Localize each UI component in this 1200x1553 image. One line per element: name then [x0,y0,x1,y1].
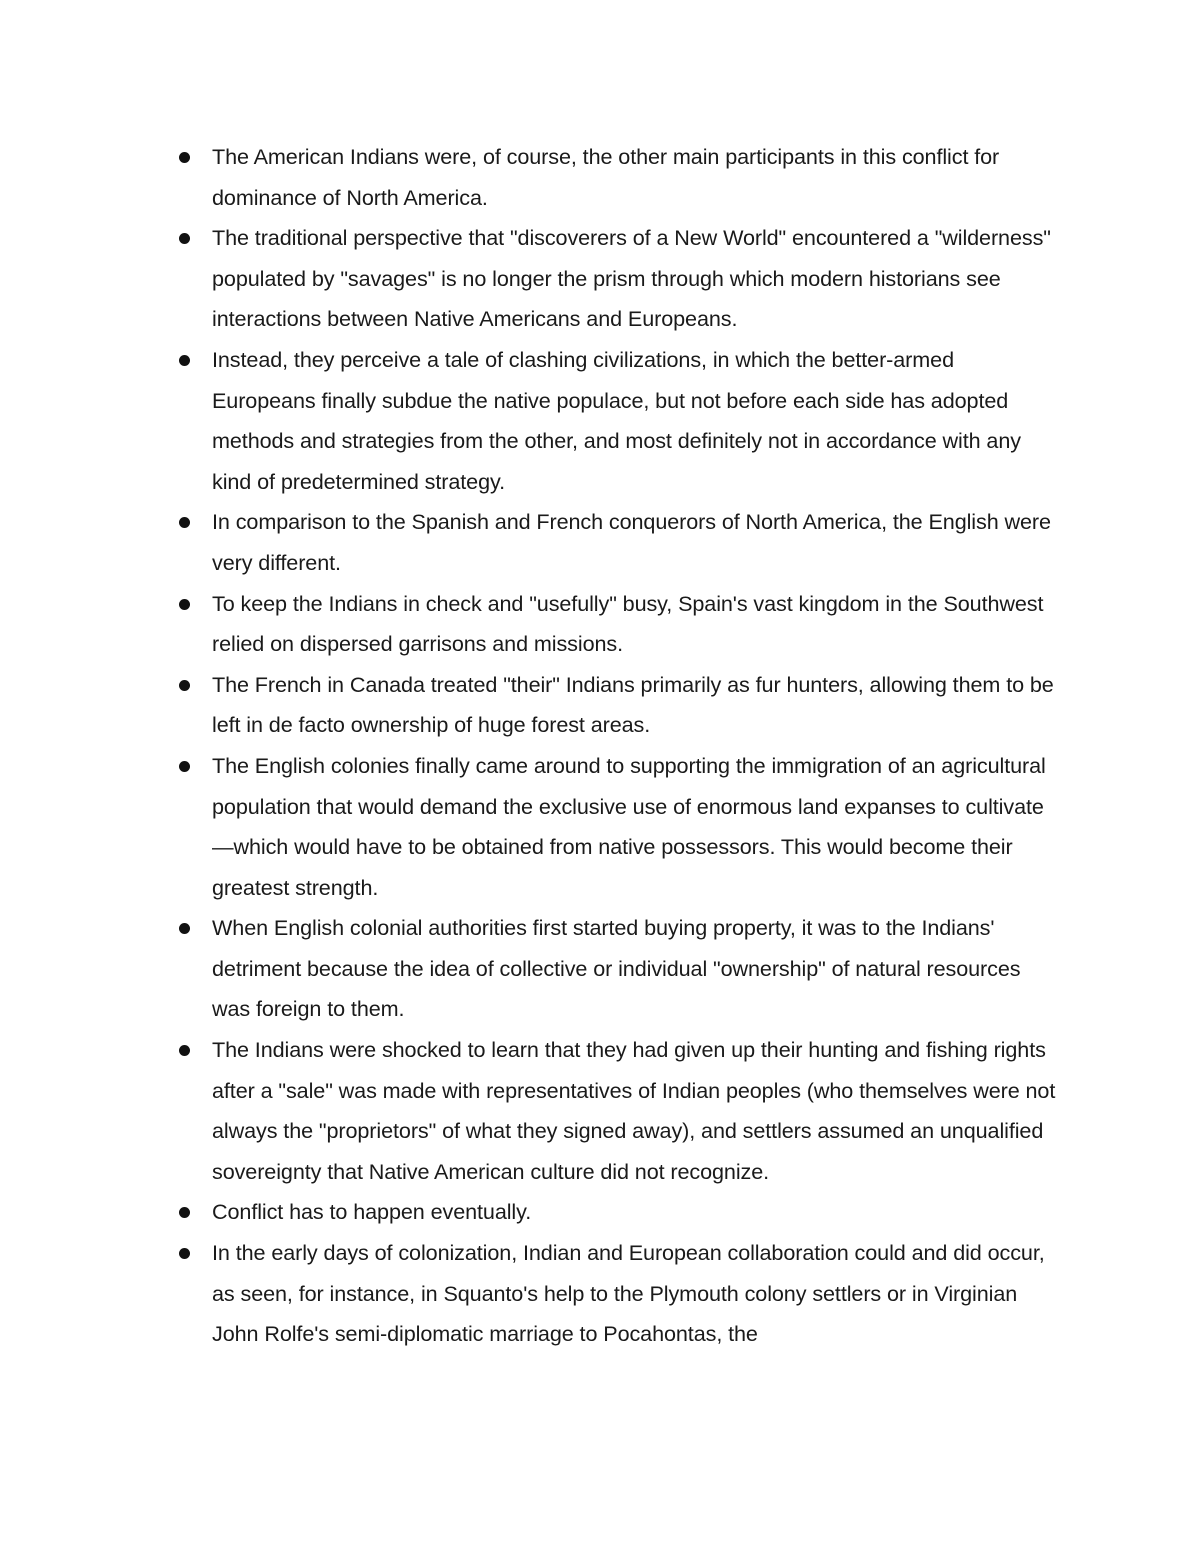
list-item-text: The traditional perspective that "discoverers of a New World" encountered a "wilderness" populated by "savages" is no longer the prism through which modern historians see interactions between Native Americans and Europeans. [212,225,1051,332]
list-item [212,137,1062,218]
list-item [212,908,1062,1030]
list-item [212,746,1062,908]
list-item [212,1030,1062,1192]
list-item-text: In comparison to the Spanish and French conquerors of North America, the English were very different. [212,509,1051,575]
list-item [212,1233,1062,1355]
list-item-text: The English colonies finally came around to supporting the immigration of an agricultural population that would demand the exclusive use of enormous land expanses to cultivate—which would have to be obtained from native possessors. This would become their greatest strength. [212,752,1046,900]
bullet-list [212,137,1062,1355]
bullet-icon [179,761,190,772]
list-item-text: The American Indians were, of course, the other main participants in this conflict for dominance of North America. [212,144,1000,210]
bullet-icon [179,1045,190,1056]
bullet-icon [179,1207,190,1218]
bullet-icon [179,152,190,163]
list-item [212,584,1062,665]
bullet-icon [179,355,190,366]
list-item-text: In the early days of colonization, Indian and European collaboration could and did occur, as seen, for instance, in Squanto's help to the Plymouth colony settlers or in Virginian John Rolfe's semi-diplomatic marriage to Pocahontas, the [212,1240,1045,1347]
bullet-icon [179,517,190,528]
list-item [212,1192,1062,1233]
list-item [212,340,1062,502]
list-item-text: Instead, they perceive a tale of clashing civilizations, in which the better-armed Europeans finally subdue the native populace, but not before each side has adopted methods and strategies from the other, and most definitely not in accordance with any kind of predetermined strategy. [212,346,1021,494]
list-item-text: When English colonial authorities first started buying property, it was to the Indians' detriment because the idea of collective or individual "ownership" of natural resources was foreign to them. [212,915,1021,1022]
bullet-icon [179,599,190,610]
bullet-icon [179,680,190,691]
list-item-text: The Indians were shocked to learn that they had given up their hunting and fishing rights after a "sale" was made with representatives of Indian peoples (who themselves were not always the "proprietors" of what they signed away), and settlers assumed an unqualified sovereignty that Native American culture did not recognize. [212,1037,1056,1184]
bullet-icon [179,233,190,244]
list-item [212,665,1062,746]
list-item-text: Conflict has to happen eventually. [212,1199,532,1225]
list-item-text: To keep the Indians in check and "usefully" busy, Spain's vast kingdom in the Southwest relied on dispersed garrisons and missions. [212,590,1044,657]
list-item-text: The French in Canada treated "their" Indians primarily as fur hunters, allowing them to be left in de facto ownership of huge forest areas. [212,671,1054,738]
bullet-icon [179,1248,190,1259]
list-item [212,218,1062,340]
bullet-icon [179,923,190,934]
list-item [212,502,1062,583]
